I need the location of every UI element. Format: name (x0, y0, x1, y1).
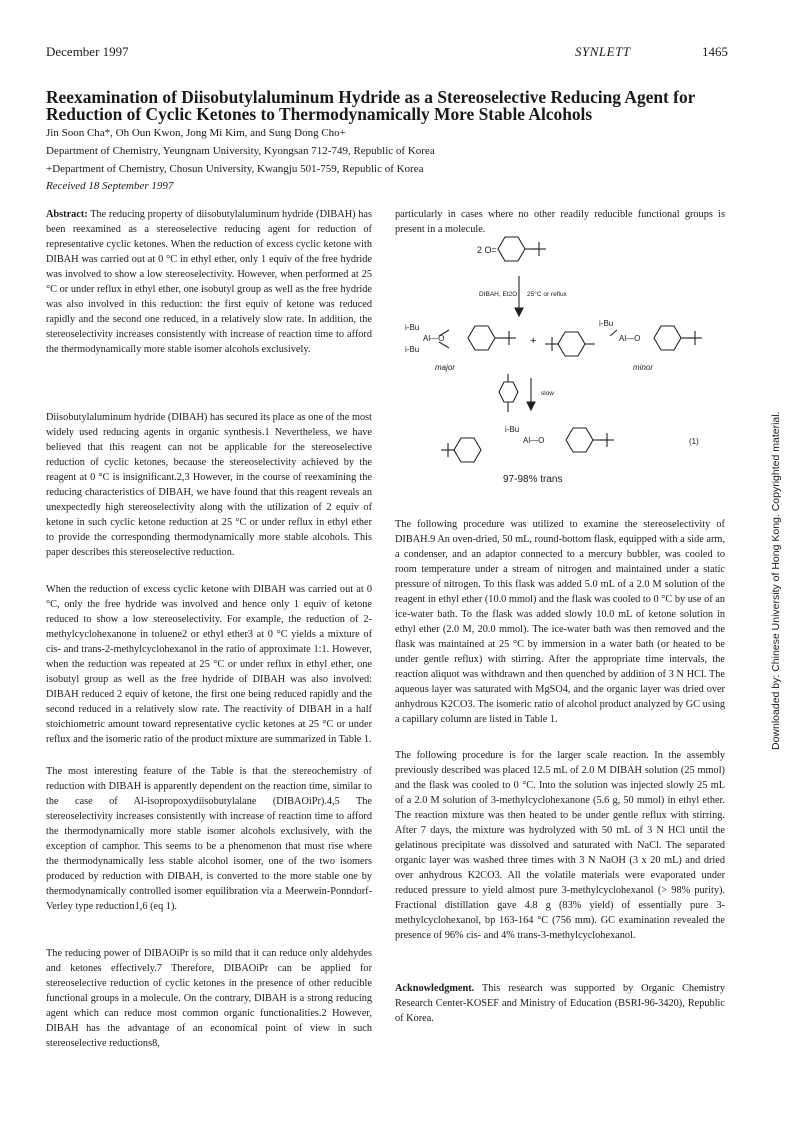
reaction-scheme (395, 232, 735, 502)
reagent-label: DIBAH, Et2O (479, 291, 518, 298)
body-paragraph: Diisobutylaluminum hydride (DIBAH) has secured its place as one of the most widely used reducing agents in organic synthesis.1 Nevertheless, we have believed that this reagent can not be applicable for the stereoselective reduction of cyclic ketones, because the stereoselectivity achieved by the reagent at 0 °C is insignificant.2,3 However, in the course of reexamining the reducing characteristics of DIBAH, we have found that this reagent reveals an unexpectedly high stereoselectivity along with the utilization of 2 equiv of ketone in such cyclic ketone reduction at 25 °C or under reflux in ethyl ether to provide the corresponding thermodynamically more stable alcohols. This paper describes this stereoselective reduction. (46, 412, 372, 558)
cyclohexane-ring (498, 237, 525, 261)
acknowledgment (395, 981, 725, 1026)
cyclohexane-ring (454, 438, 481, 462)
condition-label: 25°C or reflux (527, 291, 567, 298)
cyclohexane-ring (499, 382, 518, 402)
acknowledgment-text: This research was supported by Organic Chemistry Research Center-KOSEF and Ministry of Education (BSRI-96-3420), Republic of Korea. (395, 983, 725, 1024)
abstract (46, 207, 372, 357)
body-paragraph: When the reduction of excess cyclic ketone with DIBAH was carried out at 0 °C, only the free hydride was involved and hence only 1 equiv of ketone reduced to show a low stereoselectivity. For example, the reduction of 2-methylcyclohexanone in toluene2 or ethyl ether3 at 0 °C yields a mixture of cis- and trans-2-methylcyclohexanol in the ratio of approximate 1:1. However, when the reduction was repeated at 25 °C or under reflux in ethyl ether, one isobutyl group as well as the free hydride of DIBAH was also involved: DIBAH reduced 2 equiv of ketone, the first one being reduced rapidly and the second reduced in a relatively slow rate. The reactivity of DIBAH in a half stoichiometric amount toward representative cyclic ketones at 25 °C or under reflux and the isomeric ratio of the product mixture are summarized in Table 1. (46, 584, 372, 745)
equation-number: (1) (689, 437, 699, 446)
affiliation-2: +Department of Chemistry, Chosun University, Kwangju 501-759, Republic of Korea (46, 163, 424, 175)
reactant-label: 2 O= (477, 245, 497, 255)
cyclohexane-ring (468, 326, 495, 350)
cyclohexane-ring (558, 332, 585, 356)
yield-label: 97-98% trans (503, 474, 563, 485)
isobutyl-label: i-Bu (505, 425, 520, 434)
al-o-label: Al—O (423, 334, 445, 343)
cyclohexane-ring (566, 428, 593, 452)
running-header-journal: SYNLETT (575, 44, 631, 59)
page-number: 1465 (702, 44, 728, 59)
slow-label: slow (541, 390, 555, 397)
al-o-label: Al—O (523, 436, 545, 445)
received-date: Received 18 September 1997 (46, 180, 174, 192)
minor-label: minor (633, 363, 654, 372)
isobutyl-label: i-Bu (599, 319, 614, 328)
body-paragraph: The reducing power of DIBAOiPr is so mild that it can reduce only aldehydes and ketones effectively.7 Therefore, DIBAOiPr can be applied for stereoselective reduction of cyclic ketones in the presence of other reducible functional groups in a molecule. On the contrary, DIBAH is a strong reducing agent which can reduce most common organic functionalities.2 However, DIBAH has the advantage of an economical point of view in such stereoselective reductions8, (46, 948, 372, 1049)
body-paragraph: particularly in cases where no other readily reducible functional groups is present in a molecule. (395, 209, 725, 235)
al-o-label: Al—O (619, 334, 641, 343)
plus-sign: + (530, 335, 537, 347)
download-watermark: Downloaded by: Chinese University of Hong Kong. Copyrighted material. (770, 411, 782, 750)
body-paragraph: The following procedure was utilized to examine the stereoselectivity of DIBAH.9 An oven-dried, 50 mL, round-bottom flask, equipped with a side arm, a condenser, and an adaptor connected to a mercury bubbler, was cooled to room temperature under a stream of nitrogen and maintained under a static pressure of nitrogen. To this flask was added 5.0 mL of a 2.0 M solution of the reagent in ethyl ether (10.0 mmol) and the flask was cooled to 0 °C by use of an ice-water bath. To the flask was added slowly 10.0 mL of ketone solution in ethyl ether (2.0 M, 20.0 mmol). The ice-water bath was then removed and the flask was maintained at 25 °C by immersion in a water bath (or heated to be under gentle reflux) with stirring. After the appropriate time intervals, the reaction aliquot was withdrawn and then quenched by addition of 3 N HCl. The aqueous layer was saturated with MgSO4, and the organic layer was dried over anhydrous K2CO3. The isomeric ratio of alcohol product analyzed by GC using a capillary column are listed in Table 1. (395, 519, 726, 725)
abstract-text: The reducing property of diisobutylaluminum hydride (DIBAH) has been reexamined as a stereoselective reducing agent for reduction of representative cyclic ketones. When the reduction of excess cyclic ketone with DIBAH was carried out at 0 °C in ethyl ether, only 1 equiv of the free hydride was involved to show a low stereoselectivity. However, when performed at 25 °C or under reflux in ethyl ether, one isobutyl group as well as the free hydride was also involved in this reduction: the first equiv of ketone was reduced rapidly and the second one reduced, in a relatively slow rate. In addition, the stereoselectivity increases consistently with increase of reaction time to afford the thermodynamically more stable isomer alcohols exclusively. (46, 209, 372, 355)
major-label: major (435, 363, 456, 372)
abstract-label: Abstract: (46, 209, 88, 220)
acknowledgment-label: Acknowledgment. (395, 983, 475, 994)
author-list: Jin Soon Cha*, Oh Oun Kwon, Jong Mi Kim, and Sung Dong Cho+ (46, 127, 346, 139)
running-header-date: December 1997 (46, 44, 129, 59)
isobutyl-label: i-Bu (405, 345, 420, 354)
paper-title: Reexamination of Diisobutylaluminum Hydride as a Stereoselective Reducing Agent for Reduction of Cyclic Ketones to Thermodynamically More Stable Alcohols (46, 87, 696, 124)
body-paragraph: The following procedure is for the larger scale reaction. In the assembly previously described was placed 12.5 mL of 2.0 M DIBAH solution (25 mmol) and the flask was cooled to 0 °C. Into the solution was injected slowly 25 mL of a 2.0 M solution of 3-methylcyclohexanone (5.6 g, 50 mmol) in ethyl ether. The reaction mixture was then heated to be under gentle reflux with stirring. After 7 days, the mixture was hydrolyzed with 50 mL of 3 N HCl until the gelatinous precipitate was dissolved and saturated with NaCl. The separated organic layer was washed three times with 3 N NaOH (3 x 20 mL) and dried over anhydrous K2CO3. All the volatile materials were evaporated under reduced pressure to yield almost pure 3-methylcyclohexanol (> 98% purity). Fractional distillation gave 4.8 g (83% yield) of essentially pure 3-methylcyclohexanol, bp 163-164 °C (756 mm). GC examination revealed the presence of 96% cis- and 4% trans-3-methylcyclohexanol. (395, 750, 725, 941)
body-paragraph: The most interesting feature of the Table is that the stereochemistry of reduction with DIBAH is apparently dependent on the reaction time, similar to the case of Al-isopropoxydiisobutylalane (DIBAOiPr).4,5 The stereoselectivity increases consistently with increase of reaction time to afford the thermodynamically more stable isomer alcohols exclusively, with the exception of camphor. This seems to be a phenomenon that must rise where the thermodynamically less stable alcohol isomer, one of the two isomers produced by reduction with DIBAH, is converted to the more stable one by thermodynamically controlled isomer equilibration via a Meerwein-Ponndorf-Verley type reduction1,6 (eq 1). (46, 766, 372, 912)
cyclohexane-ring (654, 326, 681, 350)
affiliation-1: Department of Chemistry, Yeungnam University, Kyongsan 712-749, Republic of Korea (46, 145, 435, 157)
isobutyl-label: i-Bu (405, 323, 420, 332)
